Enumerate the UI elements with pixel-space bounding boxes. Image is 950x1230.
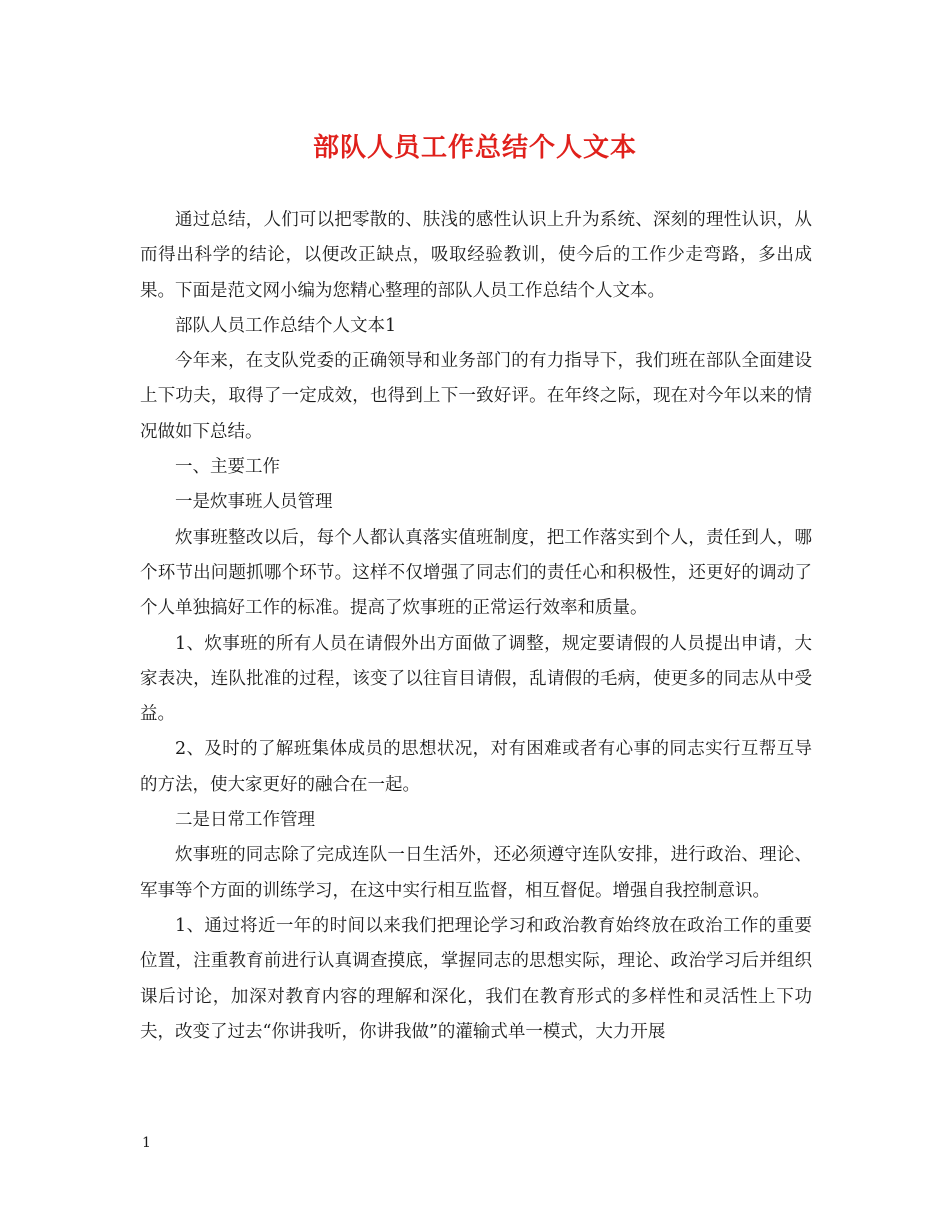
paragraph-item-1-study: 1、通过将近一年的时间以来我们把理论学习和政治教育始终放在政治工作的重要位置，注重教育前进行认真调查摸底，掌握同志的思想实际，理论、政治学习后并组织课后讨论，加深对教育内容的理解和深化，我们在教育形式的多样性和灵活性上下功夫，改变了过去“你讲我听，你讲我做”的灌输式单一模式，大力开展 xyxy=(140,915,812,1042)
document-title: 部队人员工作总结个人文本 xyxy=(312,133,637,163)
page-number: 1 xyxy=(142,1135,151,1151)
paragraph-kitchen-staff: 炊事班整改以后，每个人都认真落实值班制度，把工作落实到个人，责任到人，哪个环节出问题抓哪个环节。这样不仅增强了同志们的责任心和积极性，还更好的调动了个人单独搞好工作的标准。提高了炊事班的正常运行效率和质量。 xyxy=(140,527,812,619)
paragraph-main-work-heading: 一、主要工作 xyxy=(175,457,280,478)
paragraph-overview: 今年来，在支队党委的正确领导和业务部门的有力指导下，我们班在部队全面建设上下功夫，取得了一定成效，也得到上下一致好评。在年终之际，现在对今年以来的情况做如下总结。 xyxy=(140,351,812,442)
paragraph-item-1-leave: 1、炊事班的所有人员在请假外出方面做了调整，规定要请假的人员提出申请，大家表决，连队批准的过程，该变了以往盲目请假，乱请假的毛病，使更多的同志从中受益。 xyxy=(140,633,812,725)
paragraph-section-heading: 部队人员工作总结个人文本1 xyxy=(175,315,397,336)
paragraph-kitchen-staff-heading: 一是炊事班人员管理 xyxy=(175,492,333,513)
paragraph-daily-work: 炊事班的同志除了完成连队一日生活外，还必须遵守连队安排，进行政治、理论、军事等个方面的训练学习，在这中实行相互监督，相互督促。增强自我控制意识。 xyxy=(140,845,812,901)
document-body xyxy=(140,203,812,1050)
paragraph-intro: 通过总结，人们可以把零散的、肤浅的感性认识上升为系统、深刻的理性认识，从而得出科学的结论，以便改正缺点，吸取经验教训，使今后的工作少走弯路，多出成果。下面是范文网小编为您精心整理的部队人员工作总结个人文本。 xyxy=(140,210,812,301)
paragraph-daily-work-heading: 二是日常工作管理 xyxy=(175,810,315,831)
paragraph-item-2-mindset: 2、及时的了解班集体成员的思想状况，对有困难或者有心事的同志实行互帮互导的方法，使大家更好的融合在一起。 xyxy=(140,739,812,795)
